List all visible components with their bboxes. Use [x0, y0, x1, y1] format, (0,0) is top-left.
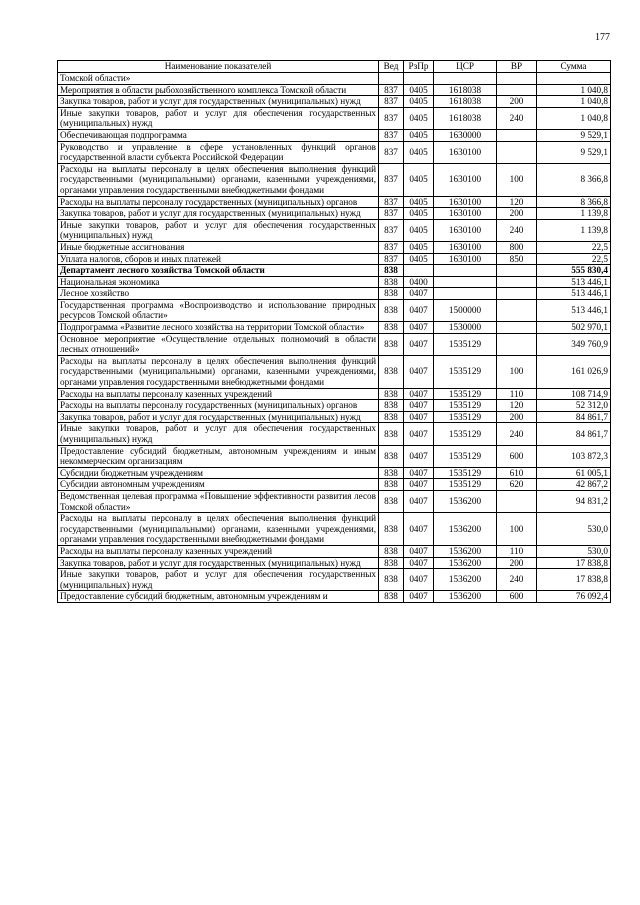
cell-vr: 620	[497, 479, 537, 491]
cell-name: Иные закупки товаров, работ и услуг для обеспечения государственных (муниципальных) нужд	[58, 569, 379, 591]
cell-name: Обеспечивающая подпрограмма	[58, 129, 379, 141]
table-row	[58, 163, 611, 196]
cell-ved: 838	[379, 276, 404, 288]
cell-vr	[497, 73, 537, 85]
table-row	[58, 591, 611, 603]
cell-vr: 100	[497, 163, 537, 196]
table-row	[58, 355, 611, 388]
cell-name: Томской области»	[58, 73, 379, 85]
cell-vr: 240	[497, 423, 537, 445]
cell-name: Ведомственная целевая программа «Повышение эффективности развития лесов Томской области»	[58, 490, 379, 512]
cell-csr	[434, 288, 497, 300]
table-header-row	[58, 61, 611, 73]
cell-vr	[497, 129, 537, 141]
cell-vr: 200	[497, 96, 537, 108]
table-row	[58, 208, 611, 220]
table-row	[58, 276, 611, 288]
cell-ved: 837	[379, 196, 404, 208]
cell-csr: 1630100	[434, 141, 497, 163]
table-row	[58, 322, 611, 334]
cell-ved	[379, 73, 404, 85]
cell-sum: 94 831,2	[537, 490, 611, 512]
header-name: Наименование показателей	[58, 61, 379, 73]
cell-ved: 838	[379, 400, 404, 412]
cell-csr	[434, 73, 497, 85]
cell-csr: 1630100	[434, 219, 497, 241]
cell-csr: 1535129	[434, 423, 497, 445]
cell-sum: 1 040,8	[537, 84, 611, 96]
table-row	[58, 333, 611, 355]
cell-sum: 17 838,8	[537, 557, 611, 569]
cell-sum: 84 861,7	[537, 411, 611, 423]
cell-ved: 838	[379, 265, 404, 277]
cell-sum: 52 312,0	[537, 400, 611, 412]
cell-csr: 1535129	[434, 388, 497, 400]
cell-vr: 240	[497, 219, 537, 241]
cell-csr: 1536200	[434, 557, 497, 569]
cell-name: Предоставление субсидий бюджетным, автономным учреждениям и	[58, 591, 379, 603]
cell-vr	[497, 265, 537, 277]
cell-ved: 838	[379, 288, 404, 300]
cell-csr: 1630100	[434, 208, 497, 220]
cell-vr: 800	[497, 241, 537, 253]
cell-sum: 161 026,9	[537, 355, 611, 388]
cell-ved: 838	[379, 423, 404, 445]
cell-name: Закупка товаров, работ и услуг для государственных (муниципальных) нужд	[58, 557, 379, 569]
cell-ved: 838	[379, 569, 404, 591]
cell-name: Подпрограмма «Развитие лесного хозяйства на территории Томской области»	[58, 322, 379, 334]
cell-vr: 240	[497, 569, 537, 591]
cell-rzpr: 0407	[404, 479, 434, 491]
cell-rzpr: 0405	[404, 129, 434, 141]
table-row	[58, 196, 611, 208]
cell-name: Предоставление субсидий бюджетным, автономным учреждениям и иным некоммерческим организациям	[58, 445, 379, 467]
cell-rzpr: 0407	[404, 557, 434, 569]
table-row	[58, 265, 611, 277]
cell-csr: 1535129	[434, 333, 497, 355]
cell-vr: 200	[497, 411, 537, 423]
cell-name: Закупка товаров, работ и услуг для государственных (муниципальных) нужд	[58, 96, 379, 108]
cell-ved: 838	[379, 333, 404, 355]
cell-csr: 1630000	[434, 129, 497, 141]
cell-name: Субсидии автономным учреждениям	[58, 479, 379, 491]
cell-sum: 9 529,1	[537, 141, 611, 163]
cell-vr	[497, 288, 537, 300]
cell-rzpr: 0407	[404, 591, 434, 603]
cell-rzpr: 0407	[404, 423, 434, 445]
cell-vr: 200	[497, 557, 537, 569]
cell-vr: 120	[497, 196, 537, 208]
cell-name: Уплата налогов, сборов и иных платежей	[58, 253, 379, 265]
cell-ved: 838	[379, 322, 404, 334]
cell-csr: 1530000	[434, 322, 497, 334]
cell-sum: 349 760,9	[537, 333, 611, 355]
cell-vr: 200	[497, 208, 537, 220]
cell-vr: 120	[497, 400, 537, 412]
cell-ved: 837	[379, 219, 404, 241]
cell-sum: 8 366,8	[537, 163, 611, 196]
table-row	[58, 388, 611, 400]
cell-name: Иные бюджетные ассигнования	[58, 241, 379, 253]
cell-name: Расходы на выплаты персоналу в целях обеспечения выполнения функций государственными (муниципальными) органами, казенными учреждениями, органами управления государственными внебюджетными фондами	[58, 513, 379, 546]
table-row	[58, 411, 611, 423]
cell-name: Расходы на выплаты персоналу в целях обеспечения выполнения функций государственными (муниципальными) органами, казенными учреждениями, органами управления государственными внебюджетными фондами	[58, 163, 379, 196]
table-row	[58, 107, 611, 129]
table-row	[58, 490, 611, 512]
cell-vr	[497, 322, 537, 334]
cell-rzpr: 0407	[404, 355, 434, 388]
table-row	[58, 400, 611, 412]
cell-name: Расходы на выплаты персоналу в целях обеспечения выполнения функций государственными (муниципальными) органами, казенными учреждениями, органами управления государственными внебюджетными фондами	[58, 355, 379, 388]
cell-vr: 600	[497, 591, 537, 603]
cell-rzpr: 0405	[404, 208, 434, 220]
cell-ved: 837	[379, 129, 404, 141]
table-row	[58, 423, 611, 445]
cell-rzpr: 0405	[404, 84, 434, 96]
cell-csr: 1618038	[434, 107, 497, 129]
cell-rzpr: 0407	[404, 333, 434, 355]
cell-csr: 1536200	[434, 545, 497, 557]
cell-csr: 1536200	[434, 513, 497, 546]
cell-ved: 838	[379, 355, 404, 388]
cell-name: Расходы на выплаты персоналу государственных (муниципальных) органов	[58, 196, 379, 208]
cell-csr: 1535129	[434, 355, 497, 388]
cell-ved: 838	[379, 479, 404, 491]
table-row	[58, 73, 611, 85]
cell-name: Иные закупки товаров, работ и услуг для обеспечения государственных (муниципальных) нужд	[58, 107, 379, 129]
cell-sum: 22,5	[537, 241, 611, 253]
cell-sum: 555 830,4	[537, 265, 611, 277]
cell-csr: 1500000	[434, 299, 497, 321]
cell-rzpr: 0407	[404, 490, 434, 512]
cell-name: Департамент лесного хозяйства Томской области	[58, 265, 379, 277]
cell-sum: 1 040,8	[537, 96, 611, 108]
cell-rzpr: 0407	[404, 513, 434, 546]
cell-vr: 240	[497, 107, 537, 129]
cell-csr	[434, 265, 497, 277]
cell-name: Расходы на выплаты персоналу государственных (муниципальных) органов	[58, 400, 379, 412]
cell-ved: 837	[379, 163, 404, 196]
table-row	[58, 513, 611, 546]
cell-sum: 530,0	[537, 513, 611, 546]
cell-sum: 1 139,8	[537, 219, 611, 241]
cell-sum: 61 005,1	[537, 467, 611, 479]
cell-csr: 1630100	[434, 253, 497, 265]
page-number: 177	[595, 32, 610, 43]
cell-name: Расходы на выплаты персоналу казенных учреждений	[58, 388, 379, 400]
cell-csr: 1535129	[434, 479, 497, 491]
cell-csr: 1618038	[434, 84, 497, 96]
cell-sum: 1 040,8	[537, 107, 611, 129]
cell-vr: 100	[497, 355, 537, 388]
header-ved: Вед	[379, 61, 404, 73]
cell-ved: 837	[379, 141, 404, 163]
cell-csr: 1536200	[434, 591, 497, 603]
cell-sum: 22,5	[537, 253, 611, 265]
header-vr: ВР	[497, 61, 537, 73]
table-row	[58, 569, 611, 591]
cell-vr: 610	[497, 467, 537, 479]
cell-csr: 1535129	[434, 400, 497, 412]
cell-rzpr: 0407	[404, 322, 434, 334]
cell-sum: 103 872,3	[537, 445, 611, 467]
cell-sum: 1 139,8	[537, 208, 611, 220]
cell-name: Государственная программа «Воспроизводство и использование природных ресурсов Томской области»	[58, 299, 379, 321]
table-row	[58, 467, 611, 479]
budget-table	[57, 60, 611, 603]
cell-vr: 600	[497, 445, 537, 467]
cell-name: Основное мероприятие «Осуществление отдельных полномочий в области лесных отношений»	[58, 333, 379, 355]
cell-rzpr: 0407	[404, 569, 434, 591]
cell-rzpr: 0405	[404, 196, 434, 208]
cell-vr: 850	[497, 253, 537, 265]
cell-vr: 100	[497, 513, 537, 546]
cell-rzpr: 0405	[404, 141, 434, 163]
cell-csr	[434, 276, 497, 288]
cell-ved: 838	[379, 299, 404, 321]
cell-rzpr: 0405	[404, 253, 434, 265]
cell-sum: 513 446,1	[537, 276, 611, 288]
cell-vr	[497, 276, 537, 288]
cell-rzpr	[404, 73, 434, 85]
cell-vr	[497, 299, 537, 321]
cell-name: Лесное хозяйство	[58, 288, 379, 300]
cell-rzpr: 0407	[404, 467, 434, 479]
cell-rzpr: 0407	[404, 445, 434, 467]
cell-rzpr: 0400	[404, 276, 434, 288]
cell-ved: 838	[379, 467, 404, 479]
cell-name: Национальная экономика	[58, 276, 379, 288]
cell-rzpr: 0407	[404, 411, 434, 423]
table-row	[58, 445, 611, 467]
table-row	[58, 241, 611, 253]
cell-rzpr	[404, 265, 434, 277]
table-row	[58, 129, 611, 141]
table-row	[58, 96, 611, 108]
cell-ved: 838	[379, 513, 404, 546]
cell-name: Закупка товаров, работ и услуг для государственных (муниципальных) нужд	[58, 411, 379, 423]
cell-csr: 1618038	[434, 96, 497, 108]
cell-rzpr: 0407	[404, 388, 434, 400]
cell-vr: 110	[497, 388, 537, 400]
header-rzpr: РзПр	[404, 61, 434, 73]
cell-csr: 1536200	[434, 569, 497, 591]
cell-ved: 838	[379, 445, 404, 467]
table-row	[58, 545, 611, 557]
cell-ved: 837	[379, 84, 404, 96]
cell-rzpr: 0407	[404, 299, 434, 321]
table-row	[58, 557, 611, 569]
cell-vr	[497, 84, 537, 96]
cell-name: Закупка товаров, работ и услуг для государственных (муниципальных) нужд	[58, 208, 379, 220]
table-row	[58, 299, 611, 321]
cell-csr: 1630100	[434, 241, 497, 253]
cell-ved: 837	[379, 208, 404, 220]
cell-sum: 76 092,4	[537, 591, 611, 603]
cell-ved: 837	[379, 107, 404, 129]
table-row	[58, 479, 611, 491]
cell-ved: 838	[379, 545, 404, 557]
cell-sum: 9 529,1	[537, 129, 611, 141]
cell-name: Субсидии бюджетным учреждениям	[58, 467, 379, 479]
cell-sum: 17 838,8	[537, 569, 611, 591]
table-row	[58, 288, 611, 300]
cell-rzpr: 0405	[404, 163, 434, 196]
cell-sum: 8 366,8	[537, 196, 611, 208]
cell-vr	[497, 333, 537, 355]
cell-csr: 1630100	[434, 163, 497, 196]
cell-rzpr: 0407	[404, 288, 434, 300]
cell-sum: 84 861,7	[537, 423, 611, 445]
table-row	[58, 219, 611, 241]
cell-name: Руководство и управление в сфере установленных функций органов государственной власти субъекта Российской Федерации	[58, 141, 379, 163]
header-sum: Сумма	[537, 61, 611, 73]
header-csr: ЦСР	[434, 61, 497, 73]
cell-ved: 838	[379, 591, 404, 603]
cell-csr: 1630100	[434, 196, 497, 208]
cell-csr: 1535129	[434, 445, 497, 467]
cell-ved: 837	[379, 253, 404, 265]
cell-ved: 838	[379, 490, 404, 512]
cell-ved: 838	[379, 388, 404, 400]
cell-sum: 513 446,1	[537, 299, 611, 321]
cell-rzpr: 0405	[404, 107, 434, 129]
cell-ved: 838	[379, 557, 404, 569]
cell-rzpr: 0405	[404, 219, 434, 241]
cell-vr	[497, 490, 537, 512]
cell-vr	[497, 141, 537, 163]
cell-name: Мероприятия в области рыбохозяйственного комплекса Томской области	[58, 84, 379, 96]
table-row	[58, 141, 611, 163]
cell-sum: 530,0	[537, 545, 611, 557]
cell-rzpr: 0405	[404, 96, 434, 108]
cell-rzpr: 0407	[404, 400, 434, 412]
cell-name: Иные закупки товаров, работ и услуг для обеспечения государственных (муниципальных) нужд	[58, 423, 379, 445]
cell-ved: 837	[379, 241, 404, 253]
cell-name: Расходы на выплаты персоналу казенных учреждений	[58, 545, 379, 557]
cell-ved: 837	[379, 96, 404, 108]
cell-sum: 502 970,1	[537, 322, 611, 334]
cell-csr: 1535129	[434, 467, 497, 479]
table-body	[58, 73, 611, 603]
cell-rzpr: 0405	[404, 241, 434, 253]
cell-ved: 838	[379, 411, 404, 423]
cell-rzpr: 0407	[404, 545, 434, 557]
table-row	[58, 253, 611, 265]
cell-sum: 513 446,1	[537, 288, 611, 300]
cell-sum: 108 714,9	[537, 388, 611, 400]
cell-vr: 110	[497, 545, 537, 557]
cell-sum: 42 867,2	[537, 479, 611, 491]
cell-name: Иные закупки товаров, работ и услуг для обеспечения государственных (муниципальных) нужд	[58, 219, 379, 241]
cell-csr: 1536200	[434, 490, 497, 512]
table-row	[58, 84, 611, 96]
cell-csr: 1535129	[434, 411, 497, 423]
cell-sum	[537, 73, 611, 85]
